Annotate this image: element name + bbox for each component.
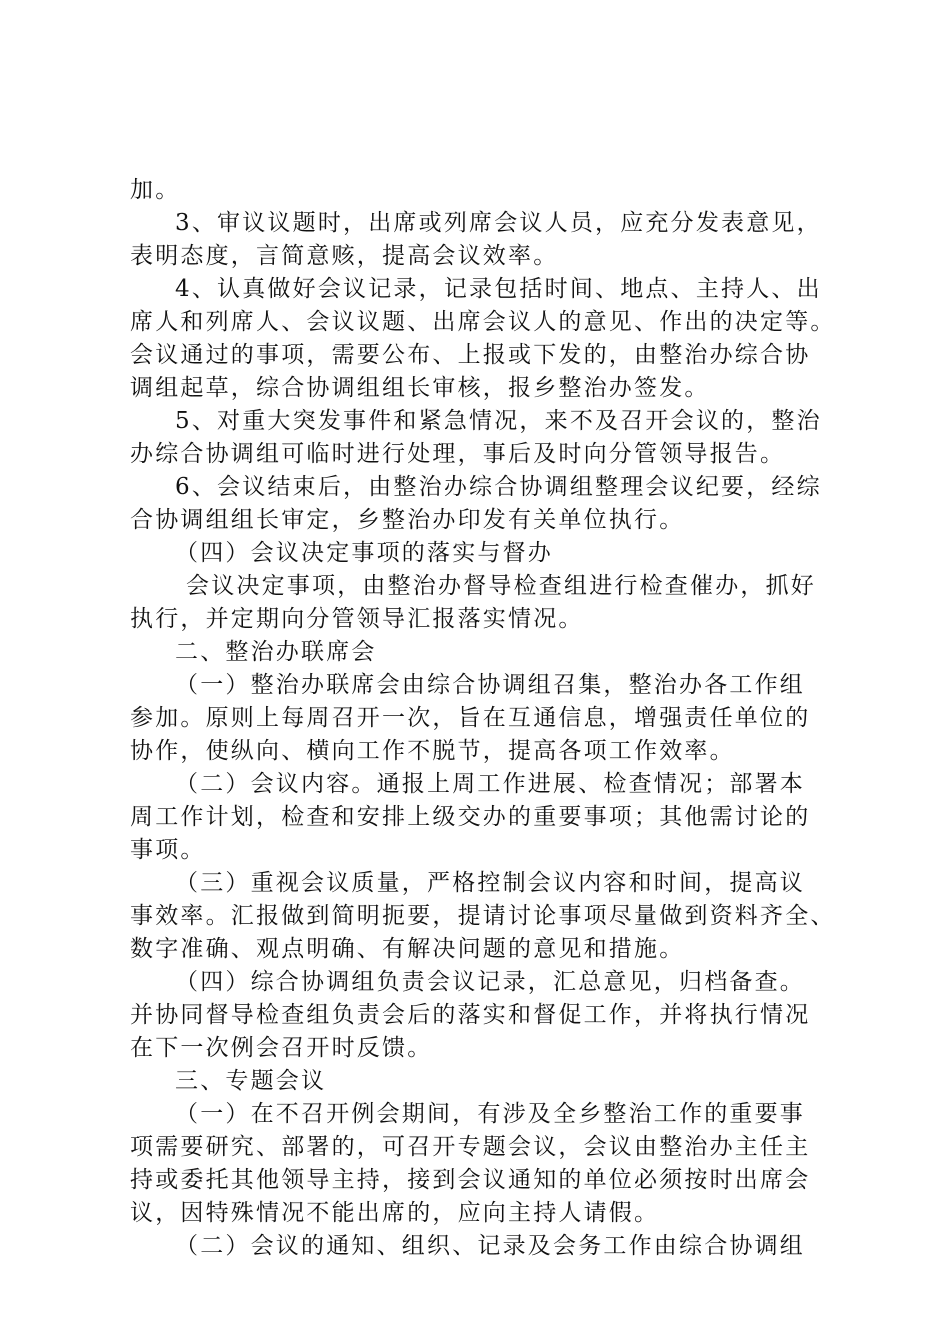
text-line: 席人和列席人、会议议题、出席会议人的意见、作出的决定等。 [130,309,836,335]
text-line: 周工作计划，检查和安排上级交办的重要事项；其他需讨论的 [130,804,811,830]
text-line: （一）整治办联席会由综合协调组召集，整治办各工作组 [175,672,805,698]
text-line: 事项。 [130,837,206,863]
text-line: 参加。原则上每周召开一次，旨在互通信息，增强责任单位的 [130,705,811,731]
text-line: 议，因特殊情况不能出席的，应向主持人请假。 [130,1200,660,1226]
text-line: 项需要研究、部署的，可召开专题会议，会议由整治办主任主 [130,1134,811,1160]
text-line: 数字准确、观点明确、有解决问题的意见和措施。 [130,936,685,962]
text-line: 事效率。汇报做到简明扼要，提请讨论事项尽量做到资料齐全、 [130,903,836,929]
text-line: 调组起草，综合协调组组长审核，报乡整治办签发。 [130,375,710,401]
text-line: （一）在不召开例会期间，有涉及全乡整治工作的重要事 [175,1101,805,1127]
text-line: 加。 [130,177,181,203]
text-line: 5、对重大突发事件和紧急情况，来不及召开会议的，整治 [175,408,822,434]
section-heading: 二、整治办联席会 [175,639,377,665]
text-line: 3、审议议题时，出席或列席会议人员，应充分发表意见， [175,210,822,236]
section-heading: （四）会议决定事项的落实与督办 [175,540,553,566]
text-line: （四）综合协调组负责会议记录，汇总意见，归档备查。 [175,969,805,995]
text-line: 会议通过的事项，需要公布、上报或下发的，由整治办综合协 [130,342,811,368]
text-line: （三）重视会议质量，严格控制会议内容和时间，提高议 [175,870,805,896]
text-line: 执行，并定期向分管领导汇报落实情况。 [130,606,584,632]
text-line: 并协同督导检查组负责会后的落实和督促工作，并将执行情况 [130,1002,811,1028]
text-line: （二）会议的通知、组织、记录及会务工作由综合协调组 [175,1233,805,1259]
text-line: 持或委托其他领导主持，接到会议通知的单位必须按时出席会 [130,1167,811,1193]
text-line: 在下一次例会召开时反馈。 [130,1035,433,1061]
text-line: 会议决定事项，由整治办督导检查组进行检查催办，抓好 [186,573,816,599]
text-line: （二）会议内容。通报上周工作进展、检查情况；部署本 [175,771,805,797]
text-line: 表明态度，言简意赅，提高会议效率。 [130,243,559,269]
text-line: 办综合协调组可临时进行处理，事后及时向分管领导报告。 [130,441,786,467]
section-heading: 三、专题会议 [175,1068,327,1094]
text-line: 6、会议结束后，由整治办综合协调组整理会议纪要，经综 [175,474,822,500]
text-line: 协作，使纵向、横向工作不脱节，提高各项工作效率。 [130,738,735,764]
text-line: 合协调组组长审定，乡整治办印发有关单位执行。 [130,507,685,533]
text-line: 4、认真做好会议记录，记录包括时间、地点、主持人、出 [175,276,822,302]
